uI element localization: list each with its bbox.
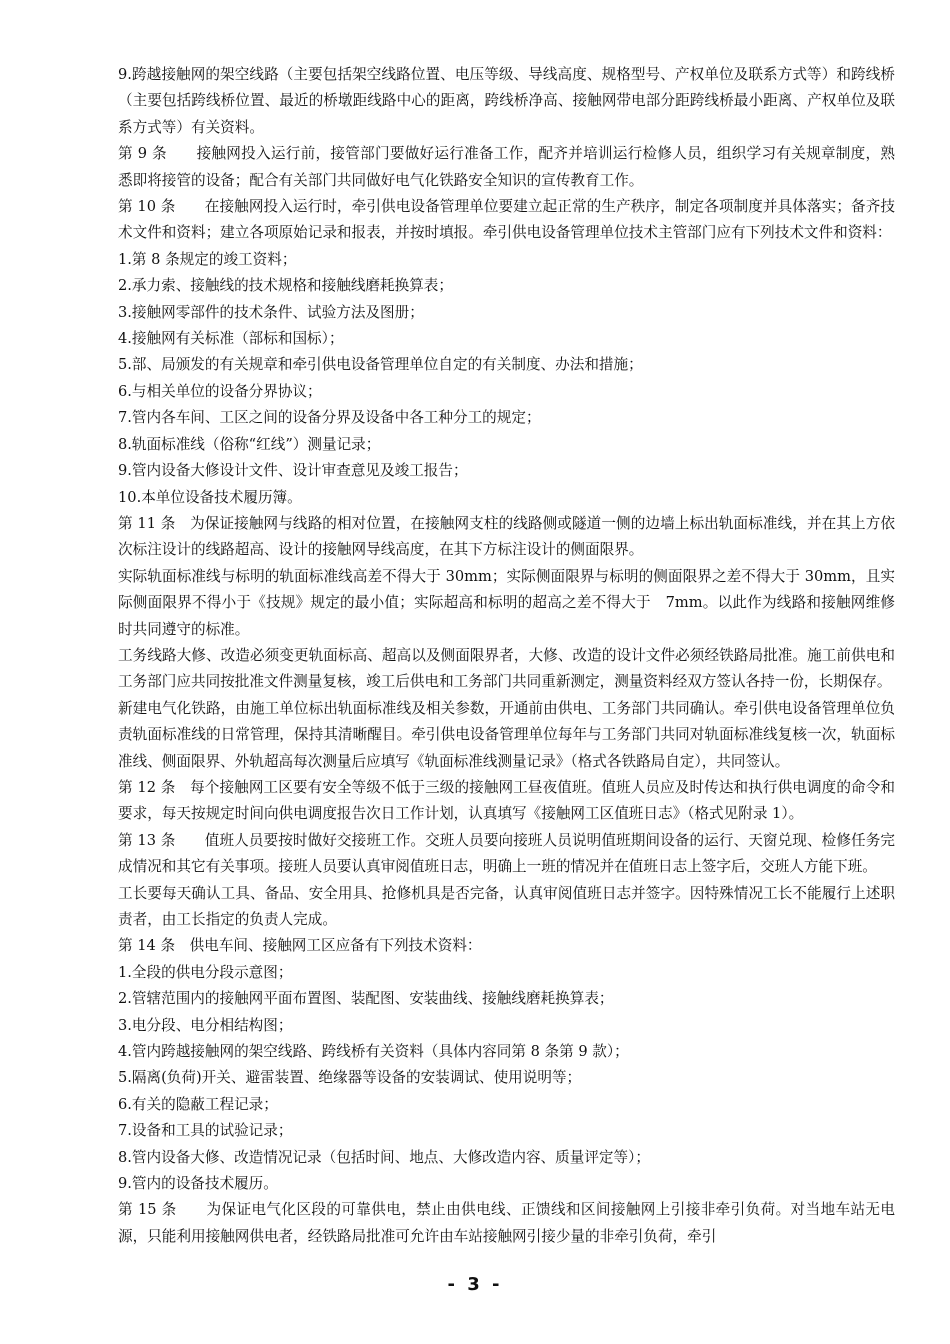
- list-item: 6.与相关单位的设备分界协议；: [118, 382, 322, 400]
- list-item: 5.隔离(负荷)开关、避雷装置、绝缘器等设备的安装调试、使用说明等；: [118, 1069, 582, 1087]
- list-item: 2.承力索、接触线的技术规格和接触线磨耗换算表；: [118, 277, 453, 295]
- list-item: 3.接触网零部件的技术条件、试验方法及图册；: [118, 303, 424, 321]
- article-10: 第 10 条 在接触网投入运行时，牵引供电设备管理单位要建立起正常的生产秩序，制定各项制度并具体落实；备齐技术文件和资料；建立各项原始记录和报表，并按时填报。牵引供电设备管理单位技术主管部门应有下列技术文件和资料：: [118, 198, 895, 242]
- list-item: 6.有关的隐蔽工程记录；: [118, 1095, 278, 1113]
- article-12: 第 12 条 每个接触网工区要有安全等级不低于三级的接触网工昼夜值班。值班人员应及时传达和执行供电调度的命令和要求，每天按规定时间向供电调度报告次日工作计划，认真填写《接触网工区值班日志》（格式见附录 1）。: [118, 778, 895, 823]
- paragraph-item-9-overhead-lines: 9.跨越接触网的架空线路（主要包括架空线路位置、电压等级、导线高度、规格型号、产权单位及联系方式等）和跨线桥（主要包括跨线桥位置、最近的桥墩距线路中心的距离，跨线桥净高、接触网带电部分距跨线桥最小距离、产权单位及联系方式等）有关资料。: [118, 66, 895, 136]
- article-13: 第 13 条 值班人员要按时做好交接班工作。交班人员要向接班人员说明值班期间设备的运行、天窗兑现、检修任务完成情况和其它有关事项。接班人员要认真审阅值班日志，明确上一班的情况并在值班日志上签字后，交班人方能下班。: [118, 831, 895, 876]
- body-paragraph: 工长要每天确认工具、备品、安全用具、抢修机具是否完备，认真审阅值班日志并签字。因特殊情况工长不能履行上述职责者，由工长指定的负责人完成。: [118, 884, 895, 928]
- list-item: 7.管内各车间、工区之间的设备分界及设备中各工种分工的规定；: [118, 409, 541, 427]
- list-item: 5.部、局颁发的有关规章和牵引供电设备管理单位自定的有关制度、办法和措施；: [118, 356, 643, 374]
- body-paragraph: 工务线路大修、改造必须变更轨面标高、超高以及侧面限界者，大修、改造的设计文件必须经铁路局批准。施工前供电和工务部门应共同按批准文件测量复核，竣工后供电和工务部门共同重新测定，测量资料经双方签认各持一份，长期保存。: [118, 646, 895, 691]
- body-paragraph: 新建电气化铁路，由施工单位标出轨面标准线及相关参数，开通前由供电、工务部门共同确认。牵引供电设备管理单位负责轨面标准线的日常管理，保持其清晰醒目。牵引供电设备管理单位每年与工务部门共同对轨面标准线复核一次，轨面标准线、侧面限界、外轨超高每次测量后应填写《轨面标准线测量记录》（格式各铁路局自定），共同签认。: [118, 699, 895, 770]
- article-14: 第 14 条 供电车间、接触网工区应备有下列技术资料：: [118, 937, 482, 955]
- list-item: 8.管内设备大修、改造情况记录（包括时间、地点、大修改造内容、质量评定等）；: [118, 1148, 651, 1166]
- list-item: 1.全段的供电分段示意图；: [118, 963, 293, 981]
- article-11: 第 11 条 为保证接触网与线路的相对位置，在接触网支柱的线路侧或隧道一侧的边墙上标出轨面标准线，并在其上方依次标注设计的线路超高、设计的接触网导线高度，在其下方标注设计的侧面限界。: [118, 514, 895, 559]
- list-item: 2.管辖范围内的接触网平面布置图、装配图、安装曲线、接触线磨耗换算表；: [118, 990, 614, 1008]
- body-paragraph: 实际轨面标准线与标明的轨面标准线高差不得大于 30mm；实际侧面限界与标明的侧面限界之差不得大于 30mm，且实际侧面限界不得小于《技规》规定的最小值；实际超高和标明的超高之差不得大于 7mm。以此作为线路和接触网维修时共同遵守的标准。: [118, 567, 895, 638]
- list-item: 8.轨面标准线（俗称“红线”）测量记录；: [118, 435, 381, 453]
- page-number: - 3 -: [447, 1274, 503, 1295]
- list-item: 3.电分段、电分相结构图；: [118, 1016, 293, 1034]
- list-item: 9.管内设备大修设计文件、设计审查意见及竣工报告；: [118, 462, 468, 480]
- list-item: 10.本单位设备技术履历簿。: [118, 488, 302, 506]
- list-item: 9.管内的设备技术履历。: [118, 1175, 278, 1193]
- article-15: 第 15 条 为保证电气化区段的可靠供电，禁止由供电线、正馈线和区间接触网上引接非牵引负荷。对当地车站无电源，只能利用接触网供电者，经铁路局批准可允许由车站接触网引接少量的非牵引负荷，牵引: [118, 1201, 895, 1245]
- list-item: 4.管内跨越接触网的架空线路、跨线桥有关资料（具体内容同第 8 条第 9 款）；: [118, 1043, 629, 1061]
- list-item: 4.接触网有关标准（部标和国标）；: [118, 330, 344, 348]
- list-item: 1.第 8 条规定的竣工资料；: [118, 250, 297, 268]
- list-item: 7.设备和工具的试验记录；: [118, 1122, 293, 1140]
- article-9: 第 9 条 接触网投入运行前，接管部门要做好运行准备工作，配齐并培训运行检修人员，组织学习有关规章制度，熟悉即将接管的设备；配合有关部门共同做好电气化铁路安全知识的宣传教育工作。: [118, 145, 895, 189]
